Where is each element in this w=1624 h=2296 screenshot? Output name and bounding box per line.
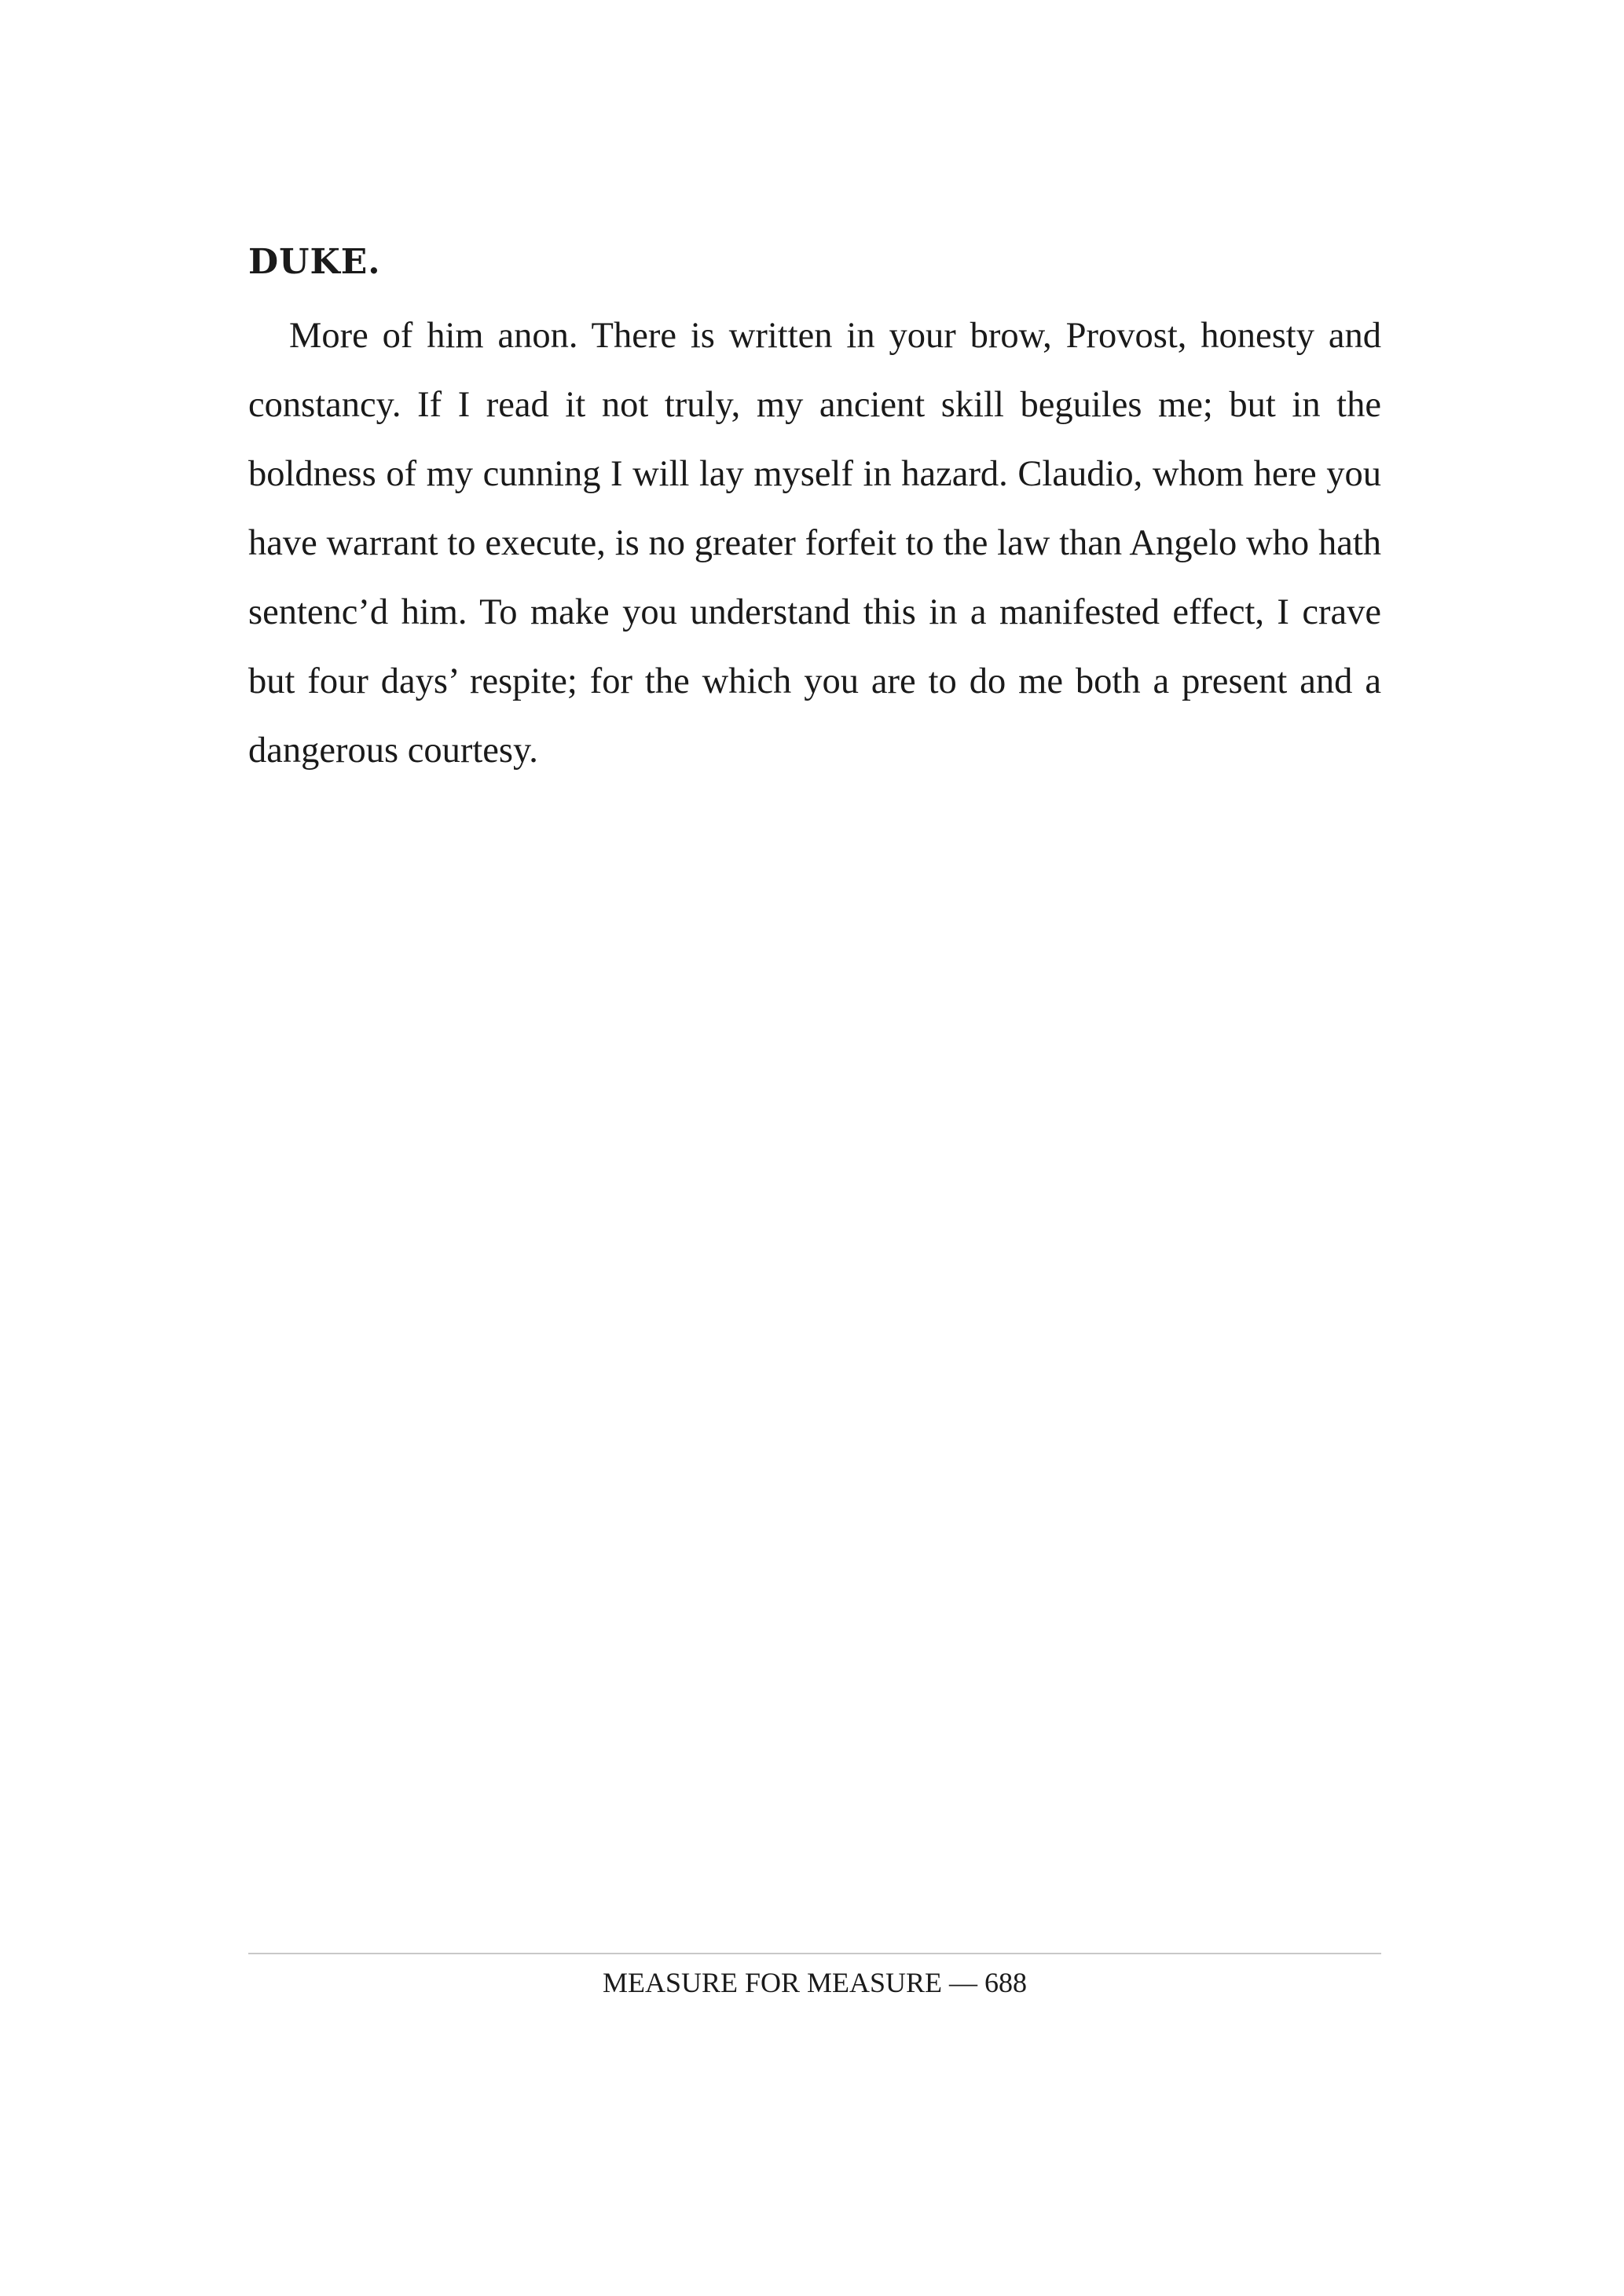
- running-footer: MEASURE FOR MEASURE — 688: [602, 1967, 1028, 1998]
- speech-paragraph: More of him anon. There is written in your brow, Provost, honesty and constancy. If I read it not truly, my ancient skill beguiles me; but in the boldness of my cunning I will lay myself in hazard. Claudio, whom here you have warrant to execute, is no greater forfeit to the law than Angelo who hath sentenc’d him. To make you understand this in a manifested effect, I crave but four days’ respite; for the which you are to do me both a present and a dangerous courtesy.: [248, 316, 1381, 771]
- speaker-name: DUKE.: [248, 242, 381, 282]
- footer-divider: [248, 1953, 1381, 1954]
